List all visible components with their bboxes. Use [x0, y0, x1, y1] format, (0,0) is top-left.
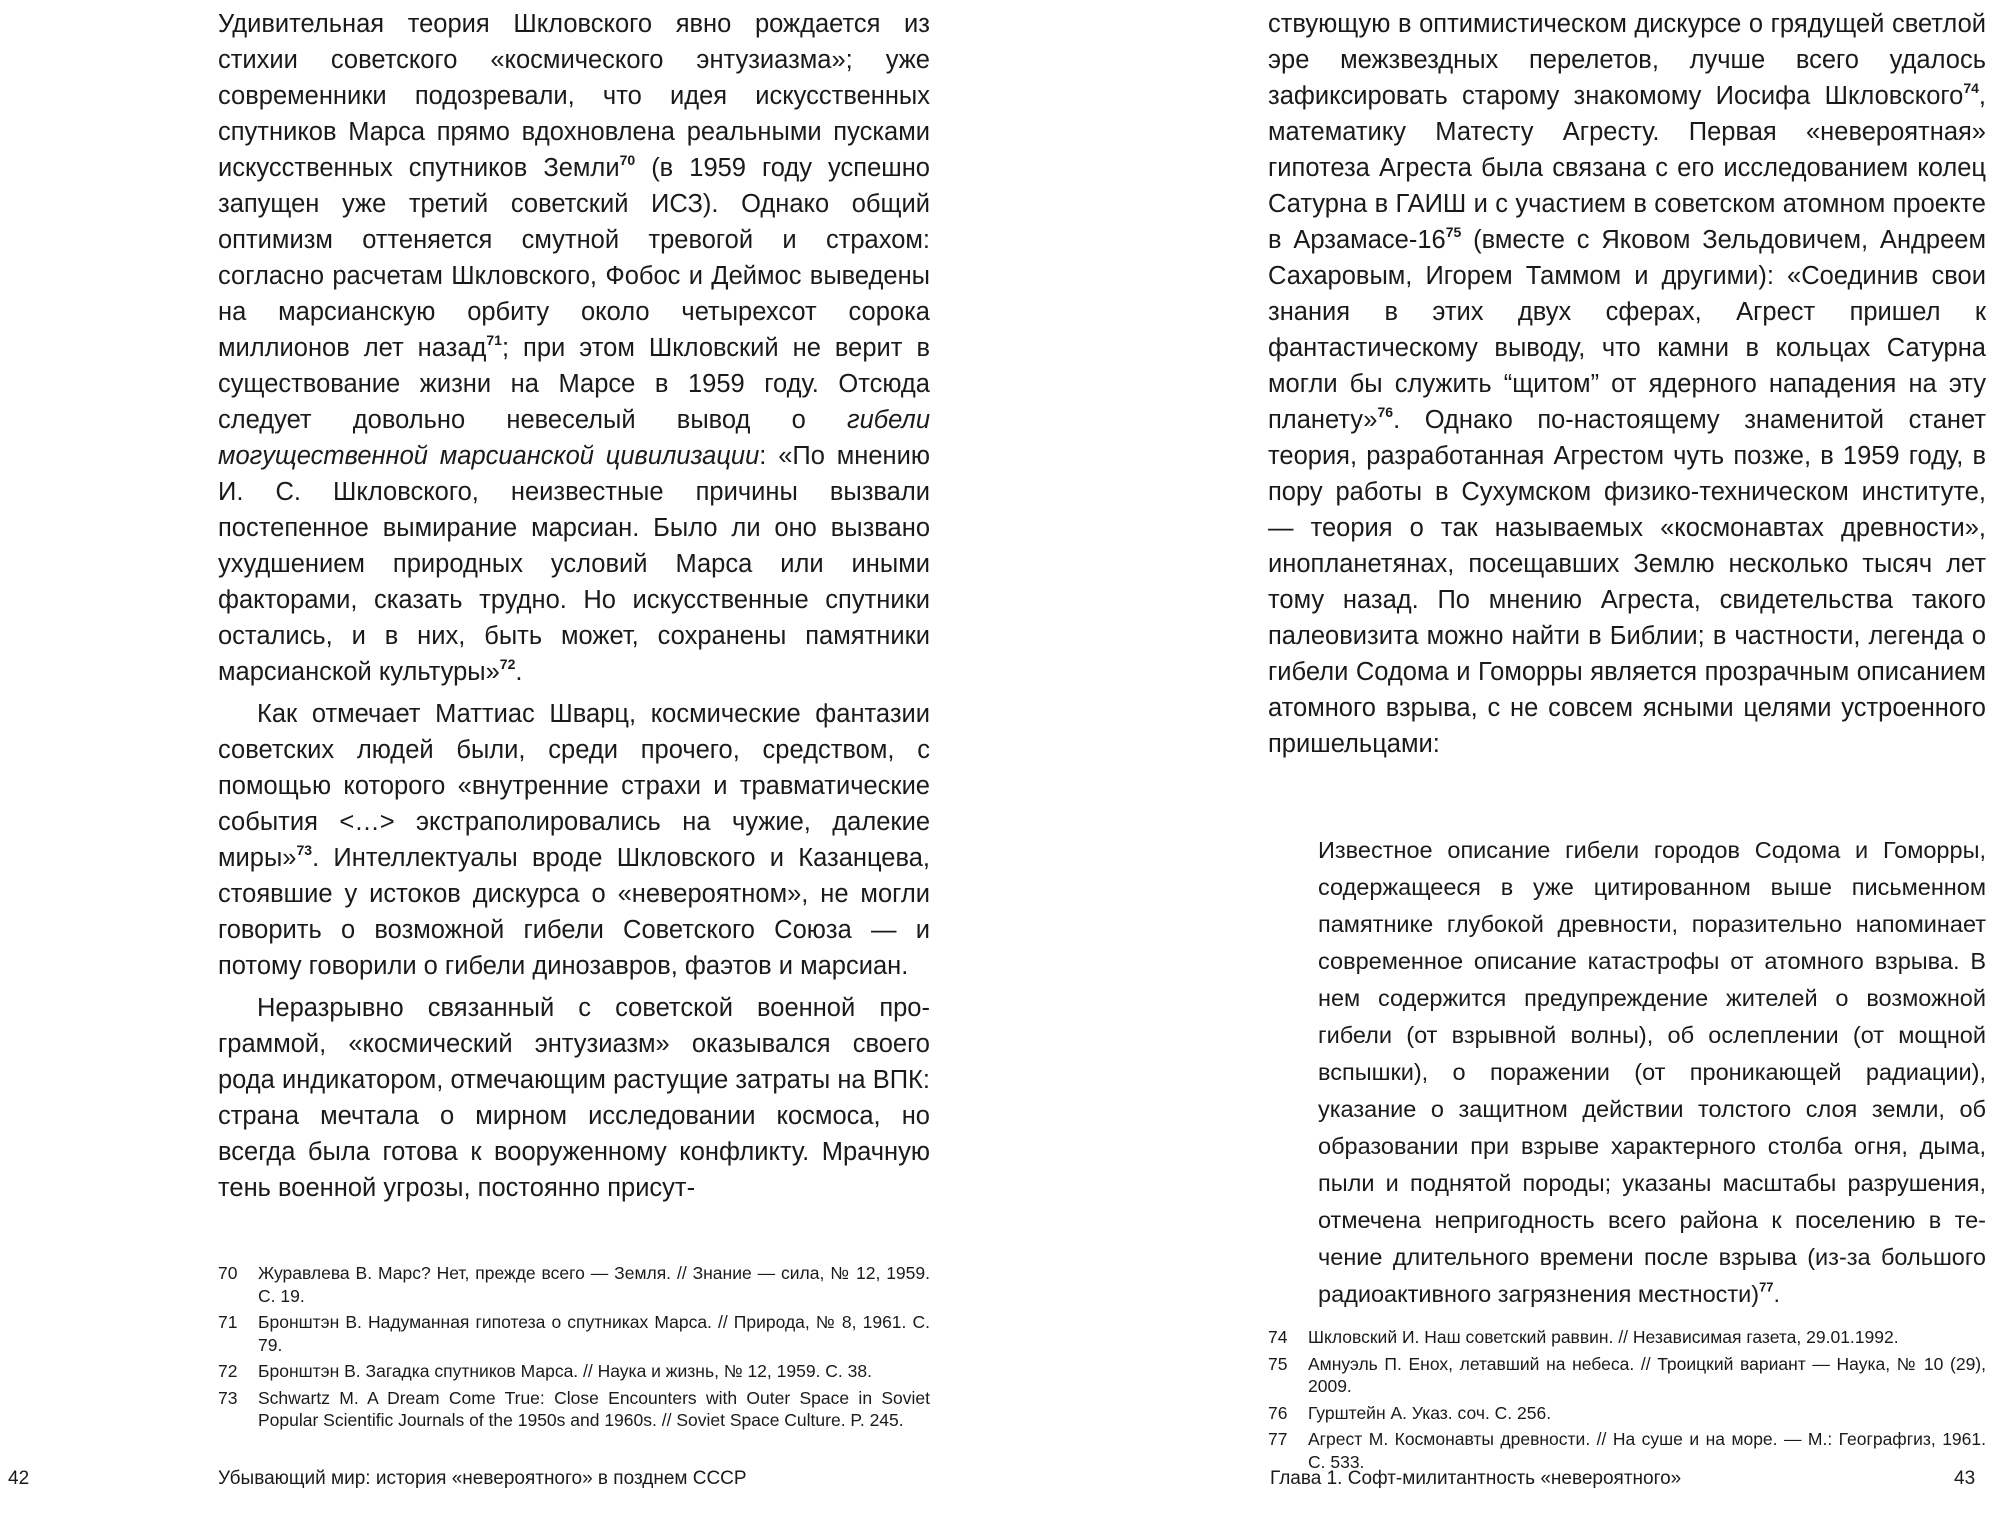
- footnote-number: 72: [218, 1361, 238, 1381]
- footnote-number: 76: [1268, 1402, 1288, 1423]
- footnote-text: Агрест М. Космонавты древности. // На суше и на море. — М.: Географгиз, 1961. С. 533.: [1308, 1429, 1986, 1472]
- footnote-text: Амнуэль П. Енох, летавший на небеса. // Троицкий вариант — Наука, № 10 (29), 2009.: [1308, 1353, 1986, 1396]
- paragraph: ствующую в оптимистическом дискурсе о грядущей светлой эре межзвездных перелетов, лучше всего удалось зафиксировать старому знакомому Иосифа Шкловского$^{74}$, математику Матесту Агресту. Первая «невероятная» гипотеза Агреста была связана с его исследованием колец Сатурна в ГАИШ и с участием в советском атомном проекте в Арзамасе-$16^{75}$ (вместе с Яковом Зельдовичем, Андреем Сахаровым, Игорем Таммом и другими): «Соединив свои знания в этих двух сферах, Агрест пришел к фантастическому выводу, что камни в кольцах Сатурна могли бы служить “щитом” от ядерного нападения на эту планету»$^{76}$. Однако по-настоящему знаменитой станет теория, разработанная Агрестом чуть позже, в 1959 году, в пору работы в Сухумском физико-техническом институте, — теория о так называемых «космонавтах древности», инопланетянах, посещавших Землю несколько тысяч лет тому назад. По мнению Агреста, свидетельства такого палеовизита можно найти в Библии; в частности, легенда о гибели Содома и Гоморры является прозрачным описанием атомного взрыва, с не совсем ясными целями устроенного пришельцами:: [1268, 10, 1986, 758]
- footnote-number: 74: [1268, 1327, 1288, 1347]
- left-body-text: [218, 6, 930, 1212]
- italic-emphasis: гибели могущественной марсианской цивилизации: [218, 406, 930, 470]
- footnote-ref[interactable]: 76: [1377, 403, 1394, 420]
- footnote-number: 75: [1268, 1353, 1288, 1374]
- footnote-text: Schwartz M. A Dream Come True: Close Encounters with Outer Space in Soviet Popular Scientific Journals of the 1950s and 1960s. // Soviet Space Culture. P. 245.: [258, 1387, 930, 1430]
- footnote-ref[interactable]: 71: [486, 331, 502, 348]
- running-title: Глава 1. Софт-милитантность «невероятного»: [1270, 1468, 1682, 1489]
- footnote-text: Шкловский И. Наш советский раввин. // Независимая газета, 29.01.1992.: [1308, 1327, 1899, 1347]
- right-footnotes: [1268, 1326, 1986, 1477]
- right-page: [1000, 0, 2000, 1536]
- page-number: 42: [8, 1468, 30, 1489]
- footnote-number: 77: [1268, 1429, 1288, 1449]
- running-title: Убывающий мир: история «невероятного» в позднем СССР: [218, 1468, 747, 1489]
- footnote-ref[interactable]: 73: [296, 841, 313, 858]
- footnote-ref[interactable]: 74: [1963, 79, 1979, 96]
- block-quote: [1318, 832, 1986, 1313]
- quote-text: Известное описание гибели городов Содома и Гоморры, содержащееся в уже цитированном выше письменном памятнике глубокой древности, поразительно напоминает современное описание катастрофы от атомного взрыва. В нем содержится предупреждение жителей о возможной гибели (от взрывной волны), об ослеплении (от мощной вспышки), о поражении (от проникающей радиации), указание о защитном действии толстого слоя земли, об образовании при взрыве характерного столба огня, дыма, пыли и поднятой породы; указаны масштабы разрушения, отмечена непригодность всего района к поселению в течение длительного времени после взрыва (из-за большого радиоактивного загрязнения местности)$^{77}$.: [1318, 837, 1986, 1307]
- footnote-ref[interactable]: 70: [619, 151, 636, 168]
- footnote-ref[interactable]: 77: [1759, 1279, 1774, 1295]
- left-footnotes: [218, 1262, 930, 1436]
- footnote-number: 71: [218, 1312, 238, 1332]
- footnote: [218, 1387, 930, 1432]
- footnote-number: 70: [218, 1263, 238, 1283]
- footnote: [218, 1360, 930, 1383]
- footnote: [1268, 1402, 1986, 1425]
- footnote-text: Журавлева В. Марс? Нет, прежде всего — Земля. // Знание — сила, № 12, 1959. С. 19.: [258, 1263, 930, 1306]
- paragraph: Как отмечает Маттиас Шварц, космические фантазии советских людей были, среди прочего, средством, с помощью которого «внутренние страхи и травматические события <…> экстраполировались на чужие, далекие миры»$^{73}$. Интеллектуалы вроде Шкловского и Казанцева, стоявшие у истоков дискурса о «невероятном», не могли говорить о возможной гибели Советского Союза — и потому говорили о гибели динозавров, фаэтов и марсиан.: [218, 700, 930, 980]
- paragraph: Неразрывно связанный с советской военной программой, «космический энтузиазм» оказывался своего рода индикатором, отмечающим растущие затраты на ВПК: страна мечтала о мирном исследовании космоса, но всегда была готова к вооруженному конфликту. Мрачную тень военной угрозы, постоянно присут-: [218, 994, 930, 1202]
- footnote-number: 73: [218, 1387, 238, 1408]
- footnote: [218, 1262, 930, 1307]
- page-number: 43: [1954, 1468, 1976, 1489]
- paragraph: Удивительная теория Шкловского явно рождается из стихии советского «космического энтузиазма»; уже современники подозревали, что идея искусственных спутников Марса прямо вдохновлена реальными пусками искусственных спутников Земли$^{70}$ (в 1959 году успешно запущен уже третий советский ИСЗ). Однако общий оптимизм оттеняется смутной тревогой и страхом: согласно расчетам Шкловского, Фобос и Деймос выведены на марсианскую орбиту около четырехсот сорока миллионов лет назад$^{71}$; при этом Шкловский не верит в существование жизни на Марсе в 1959 году. Отсюда следует довольно невеселый вывод о гибели могущественной марсианской цивилизации: «По мнению И. С. Шкловского, неизвестные причины вызвали постепенное вымирание марсиан. Было ли оно вызвано ухудшением природных условий Марса или иными факторами, сказать трудно. Но искусственные спутники остались, и в них, быть может, сохранены памятники марсианской культуры»$^{72}$.: [218, 10, 930, 686]
- footnote: [218, 1311, 930, 1356]
- footnote-ref[interactable]: 75: [1445, 223, 1462, 240]
- footnote: [1268, 1353, 1986, 1398]
- footnote-text: Бронштэн В. Загадка спутников Марса. // Наука и жизнь, № 12, 1959. С. 38.: [258, 1361, 872, 1381]
- footnote: [1268, 1326, 1986, 1349]
- footnote-text: Гурштейн А. Указ. соч. С. 256.: [1308, 1402, 1552, 1423]
- footnote-text: Бронштэн В. Надуманная гипотеза о спутниках Марса. // Природа, № 8, 1961. С. 79.: [258, 1312, 930, 1355]
- right-body-text: [1268, 6, 1986, 768]
- footnote-ref[interactable]: 72: [499, 655, 516, 672]
